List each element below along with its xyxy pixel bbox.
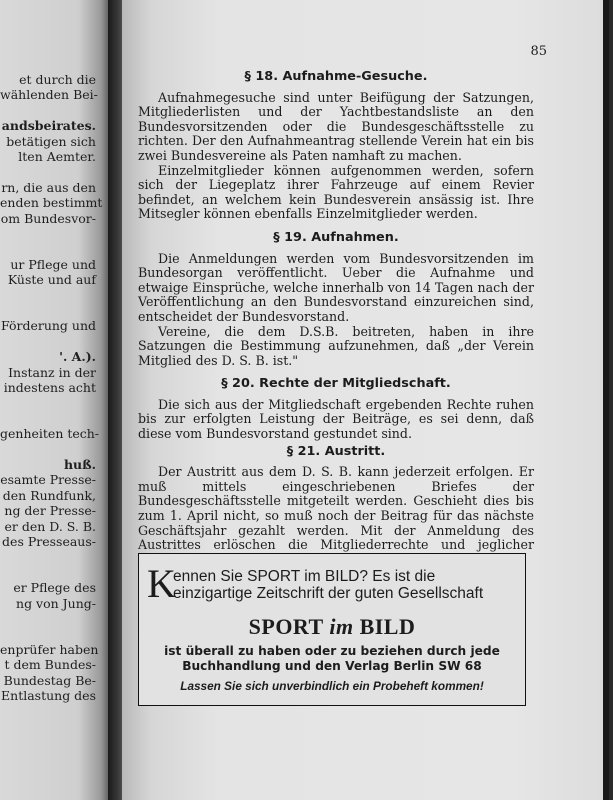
left-page-line: Förderung und <box>0 318 96 334</box>
paragraph: Die sich aus der Mitgliedschaft ergebenden Rechte ruhen bis zur erfolgten Leistung der Beiträge, es sei denn, daß diese vom Bundesvorstand gestundet sind. <box>138 396 534 442</box>
left-page-line: Entlastung des <box>1 688 96 703</box>
left-page-line: Küste und auf <box>7 272 96 288</box>
ad-brand-word: im <box>329 614 354 639</box>
left-page-line: genheiten tech- <box>0 426 100 442</box>
section-title-21: § 21. Austritt. <box>286 443 386 459</box>
left-page-line: ur Pflege und <box>10 256 96 272</box>
page-number: 85 <box>530 44 547 59</box>
left-page-line: ng der Presse- <box>4 503 96 519</box>
section-title-18: § 18. Aufnahme-Gesuche. <box>244 69 428 84</box>
left-page-line: andsbeirates. <box>1 118 96 134</box>
ad-brand-word: SPORT <box>248 614 324 639</box>
text-block <box>138 70 534 567</box>
paragraph: Einzelmitglieder können aufgenommen werden, sofern sich der Liegeplatz ihrer Fahrzeuge auf einem Revier befindet, an welchem kein Bundesverein ansässig ist. Ihre Mitsegler können ebenfalls Einzelmitglieder werden. <box>138 162 534 222</box>
left-page <box>0 0 112 800</box>
section-title-20: § 20. Rechte der Mitgliedschaft. <box>221 376 451 392</box>
left-page-line: ng von Jung- <box>16 595 96 611</box>
left-page-line: er Pflege des <box>13 580 96 596</box>
left-page-line: huß. <box>63 457 96 472</box>
ad-brand-word: BILD <box>359 614 416 639</box>
left-page-line: et durch die <box>19 72 96 87</box>
left-page-line: t dem Bundes- <box>4 657 96 673</box>
ad-dropcap: K <box>147 561 176 606</box>
page-edge <box>603 0 609 800</box>
left-page-line: '. A.). <box>59 349 96 365</box>
left-page-line: enprüfer haben <box>0 641 99 657</box>
paragraph: Vereine, die dem D.S.B. beitreten, haben in ihre Satzungen die Bestimmung aufzunehmen, daß „der Verein Mitglied des D. S. B. ist." <box>138 323 534 368</box>
right-page <box>122 0 609 800</box>
paragraph: Aufnahmegesuche sind unter Beifügung der Satzungen, Mitgliederlisten und der Yachtbestandsliste an den Bundesvorsitzenden oder die Bundesgeschäftsstelle zu richten. Der den Aufnahmeantrag stellende Verein hat ein bis zwei Bundesvereine als Paten namhaft zu machen. <box>138 89 534 163</box>
left-page-line: er den D. S. B. <box>4 518 96 534</box>
left-page-line: rn, die aus den <box>1 179 96 195</box>
advertisement-box <box>138 553 526 706</box>
ad-slogan-text: ennen Sie SPORT im BILD? Es ist die einzigartige Zeitschrift der guten Gesellschaft <box>173 568 484 602</box>
paragraph: Der Austritt aus dem D. S. B. kann jederzeit erfolgen. Er muß mittels eingeschriebenen Briefes der Bundesgeschäftsstelle mitgeteilt werden. Geschieht dies bis zum 1. April nicht, so muß noch der Beitrag für das nächste Geschäftsjahr gezahlt werden. Mit der Anmeldung des Austrittes erlöschen die Mitgliederrechte und jeglicher <box>138 464 534 553</box>
section-title-19: § 19. Aufnahmen. <box>273 229 399 245</box>
left-page-line: lten Aemter. <box>18 149 96 164</box>
ad-slogan <box>147 561 517 606</box>
left-page-line: indestens acht <box>3 380 96 395</box>
left-page-line: betätigen sich <box>6 133 96 149</box>
left-page-line: Bundestag Be- <box>3 672 96 688</box>
ad-line-2: Buchhandlung und den Verlag Berlin SW 68 <box>182 659 482 673</box>
left-page-line: Instanz in der <box>8 364 96 380</box>
left-page-line: esamte Presse- <box>0 472 96 488</box>
ad-call-to-action: Lassen Sie sich unverbindlich ein Probeheft kommen! <box>180 679 484 693</box>
left-page-line: wählenden Bei- <box>0 87 98 103</box>
left-page-line: des Presseaus- <box>2 534 96 549</box>
left-page-line: om Bundesvor- <box>0 210 96 226</box>
ad-line-1: ist überall zu haben oder zu beziehen durch jede <box>164 644 500 658</box>
ad-brand <box>139 614 525 640</box>
left-page-line: enden bestimmt <box>0 195 103 211</box>
paragraph: Die Anmeldungen werden vom Bundesvorsitzenden im Bundesorgan veröffentlicht. Ueber die Aufnahme und etwaige Einsprüche, welche innerhalb von 14 Tagen nach der Veröffentlichung an den Bundesvorstand einzureichen sind, entscheidet der Bundesvorstand. <box>138 250 534 324</box>
left-page-line: den Rundfunk, <box>2 487 96 503</box>
